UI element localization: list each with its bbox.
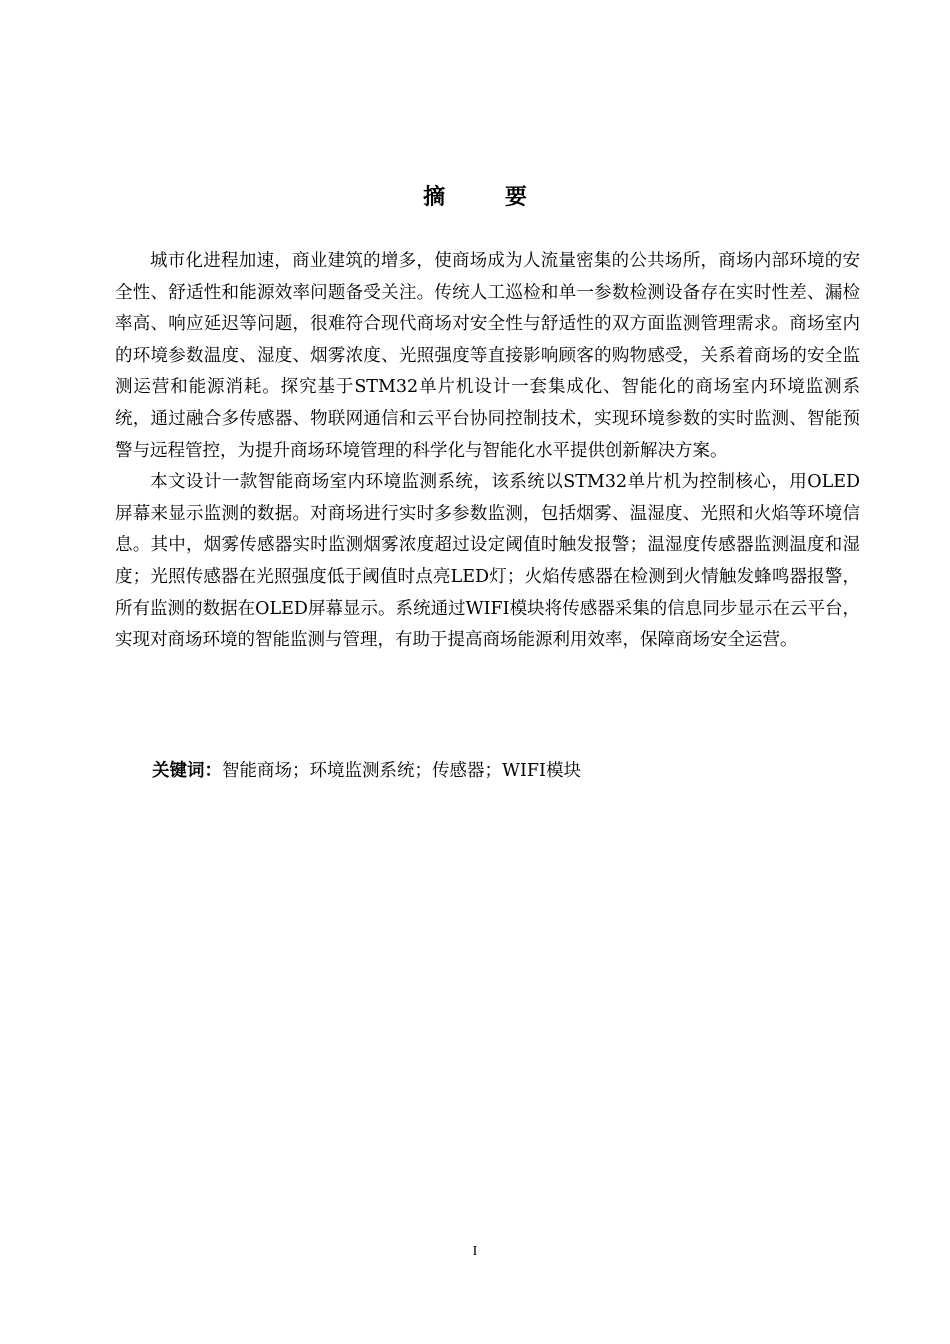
page-number: I: [472, 1244, 478, 1259]
abstract-title: 摘 要: [423, 185, 553, 210]
abstract-body: [115, 246, 860, 657]
abstract-paragraph-2: 本文设计一款智能商场室内环境监测系统，该系统以STM32单片机为控制核心，用OLED屏幕来显示监测的数据。对商场进行实时多参数监测，包括烟雾、温湿度、光照和火焰等环境信息。其中，烟雾传感器实时监测烟雾浓度超过设定阈值时触发报警；温湿度传感器监测温度和湿度；光照传感器在光照强度低于阈值时点亮LED灯；火焰传感器在检测到火情触发蜂鸣器报警，所有监测的数据在OLED屏幕显示。系统通过WIFI模块将传感器采集的信息同步显示在云平台，实现对商场环境的智能监测与管理，有助于提高商场能源利用效率，保障商场安全运营。: [115, 472, 860, 651]
keywords-line: [152, 756, 852, 787]
abstract-paragraph-1: 城市化进程加速，商业建筑的增多，使商场成为人流量密集的公共场所，商场内部环境的安全性、舒适性和能源效率问题备受关注。传统人工巡检和单一参数检测设备存在实时性差、漏检率高、响应延迟等问题，很难符合现代商场对安全性与舒适性的双方面监测管理需求。商场室内的环境参数温度、湿度、烟雾浓度、光照强度等直接影响顾客的购物感受，关系着商场的安全监测运营和能源消耗。探究基于STM32单片机设计一套集成化、智能化的商场室内环境监测系统，通过融合多传感器、物联网通信和云平台协同控制技术，实现环境参数的实时监测、智能预警与远程管控，为提升商场环境管理的科学化与智能化水平提供创新解决方案。: [115, 251, 860, 461]
keywords-label: 关键词：: [152, 761, 222, 781]
keywords-text: 智能商场；环境监测系统；传感器；WIFI模块: [222, 761, 581, 781]
